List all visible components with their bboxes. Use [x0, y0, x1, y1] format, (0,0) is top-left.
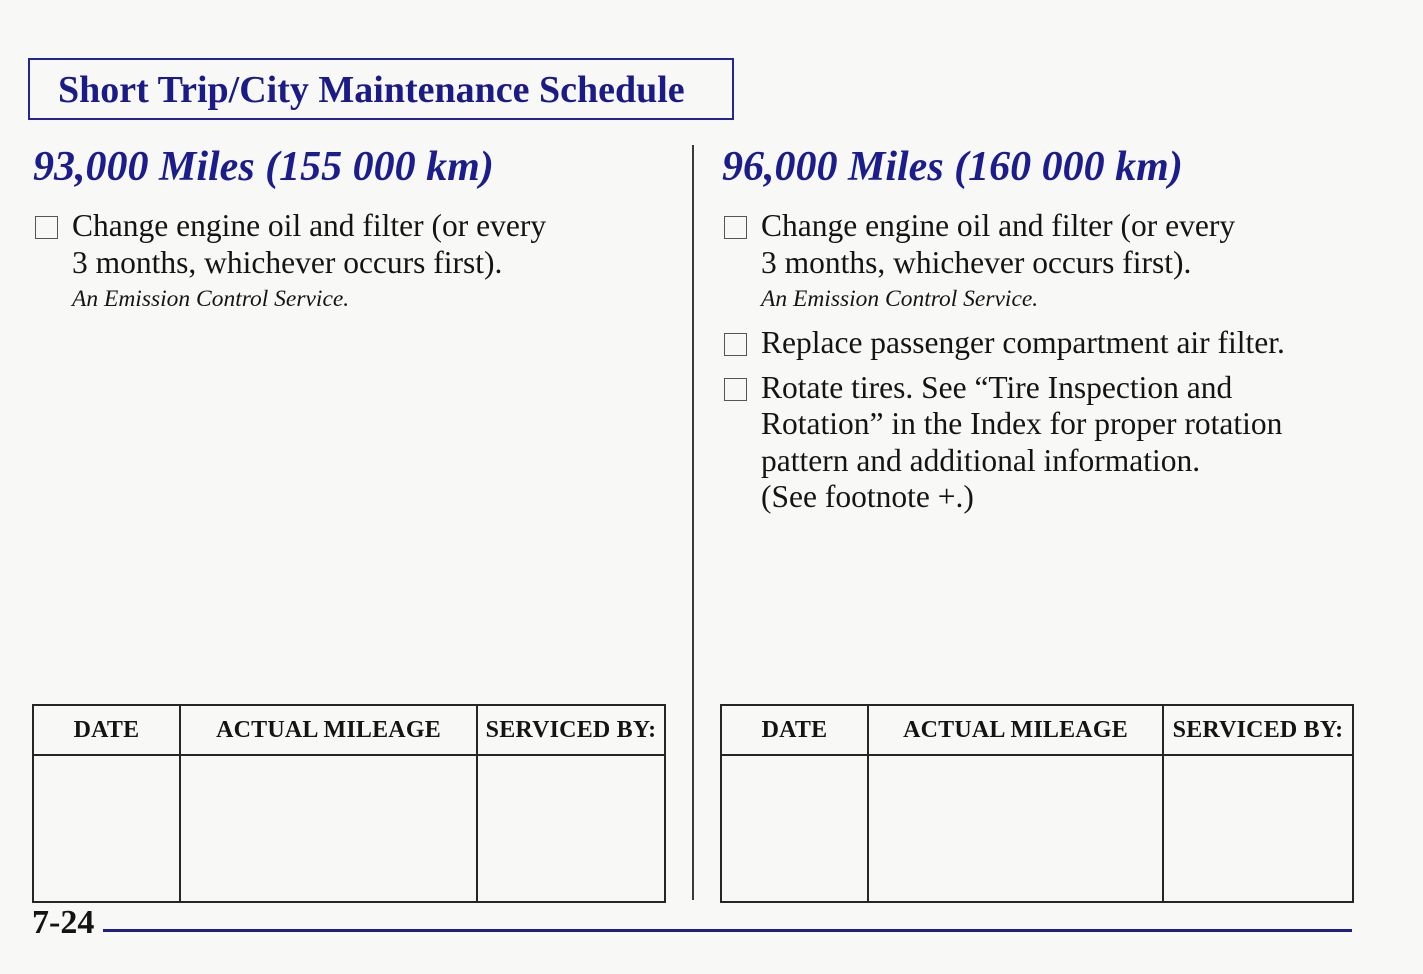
- table-header-row: [33, 705, 665, 755]
- serviced-by-header: SERVICED BY:: [477, 705, 665, 755]
- right-task-air-filter: [722, 325, 1382, 362]
- task-line: Change engine oil and filter (or every: [72, 208, 547, 243]
- left-service-table: [32, 704, 666, 903]
- task-line: pattern and additional information.: [761, 442, 1201, 478]
- date-cell[interactable]: [721, 755, 868, 902]
- right-miles-heading: 96,000 Miles (160 000 km): [722, 144, 1183, 190]
- date-header: DATE: [721, 705, 868, 755]
- right-task-rotate-tires: [722, 370, 1382, 516]
- task-line: Rotate tires. See “Tire Inspection and: [761, 369, 1233, 405]
- right-column: [722, 138, 1382, 516]
- date-cell[interactable]: [33, 755, 180, 902]
- emission-note: An Emission Control Service.: [72, 286, 350, 312]
- table-row: [33, 755, 665, 902]
- mileage-cell[interactable]: [868, 755, 1163, 902]
- task-line: Rotation” in the Index for proper rotation: [761, 406, 1283, 441]
- checkbox[interactable]: [35, 216, 58, 239]
- table-row: [721, 755, 1353, 902]
- date-header: DATE: [33, 705, 180, 755]
- right-task-oil: [722, 208, 1382, 317]
- task-line: 3 months, whichever occurs first).: [761, 244, 1192, 280]
- footer-rule: [103, 929, 1352, 932]
- right-service-table: [720, 704, 1354, 903]
- column-divider: [692, 145, 694, 900]
- left-miles-heading: 93,000 Miles (155 000 km): [33, 144, 494, 190]
- task-line: Replace passenger compartment air filter.: [761, 325, 1285, 360]
- left-task-oil: [33, 208, 673, 317]
- mileage-cell[interactable]: [180, 755, 477, 902]
- page-title: Short Trip/City Maintenance Schedule: [58, 69, 685, 111]
- checkbox[interactable]: [724, 216, 747, 239]
- checkbox[interactable]: [724, 333, 747, 356]
- task-line: 3 months, whichever occurs first).: [72, 244, 503, 280]
- emission-note: An Emission Control Service.: [761, 286, 1039, 312]
- serviced-by-header: SERVICED BY:: [1163, 705, 1353, 755]
- page-number: 7-24: [32, 904, 95, 941]
- mileage-header: ACTUAL MILEAGE: [180, 705, 477, 755]
- checkbox[interactable]: [724, 378, 747, 401]
- serviced-by-cell[interactable]: [1163, 755, 1353, 902]
- mileage-header: ACTUAL MILEAGE: [868, 705, 1163, 755]
- task-line: (See footnote +.): [761, 479, 974, 514]
- task-line: Change engine oil and filter (or every: [761, 208, 1236, 243]
- section-title-box: [28, 58, 734, 120]
- left-column: [33, 138, 673, 317]
- serviced-by-cell[interactable]: [477, 755, 665, 902]
- table-header-row: [721, 705, 1353, 755]
